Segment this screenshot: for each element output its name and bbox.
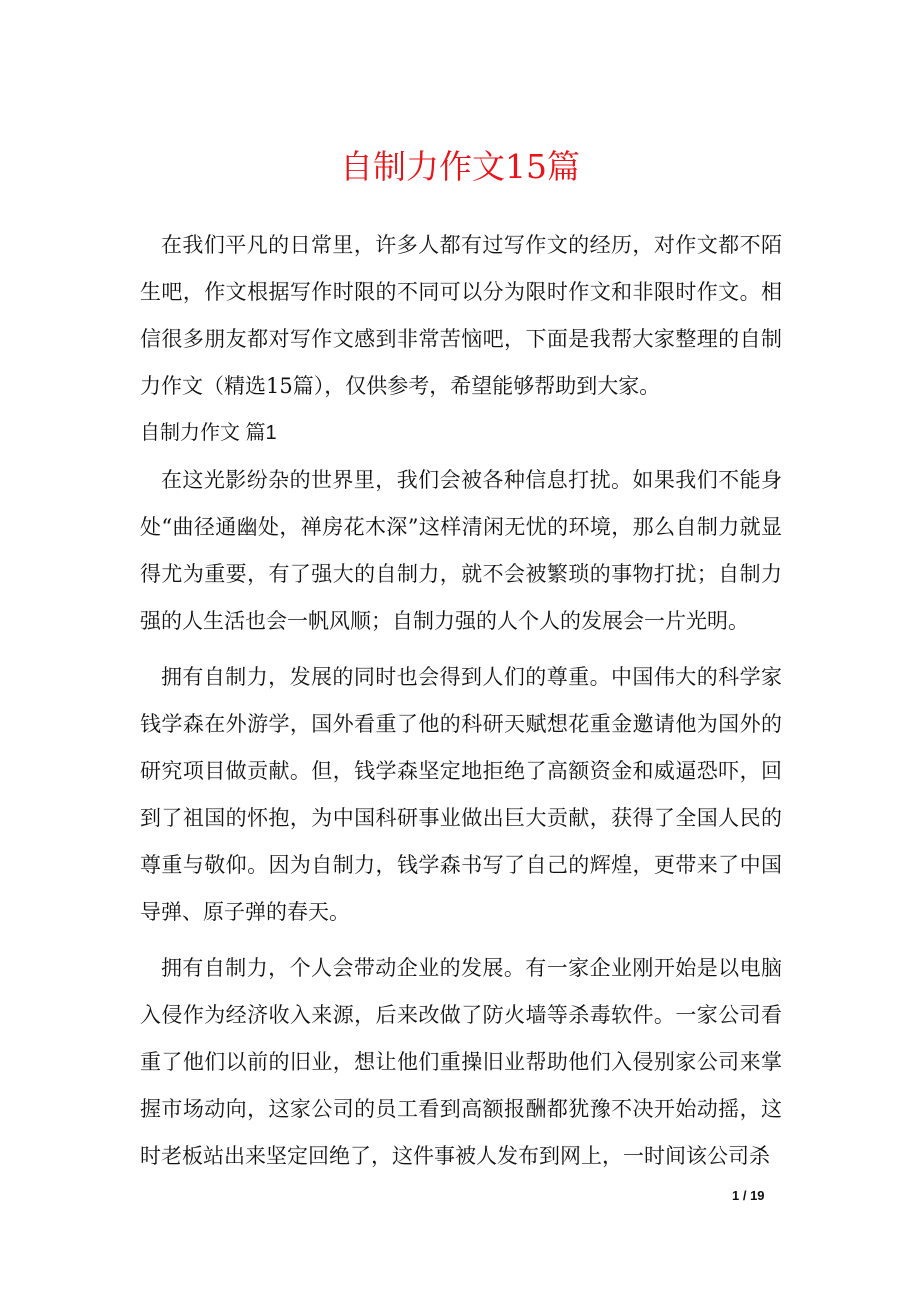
body-paragraph-2: 拥有自制力，发展的同时也会得到人们的尊重。中国伟大的科学家钱学森在外游学，国外看重了他的科研天赋想花重金邀请他为国外的研究项目做贡献。但，钱学森坚定地拒绝了高额资金和威逼恐吓，回到了祖国的怀抱，为中国科研事业做出巨大贡献，获得了全国人民的尊重与敬仰。因为自制力，钱学森书写了自己的辉煌，更带来了中国导弹、原子弹的春天。 [140,665,782,924]
page-number: 1 / 19 [732,1188,765,1203]
section-heading: 自制力作文 篇1 [140,422,277,444]
body-paragraph-3: 拥有自制力，个人会带动企业的发展。有一家企业刚开始是以电脑入侵作为经济收入来源，后来改做了防火墙等杀毒软件。一家公司看重了他们以前的旧业，想让他们重操旧业帮助他们入侵别家公司来掌握市场动向，这家公司的员工看到高额报酬都犹豫不决开始动摇，这时老板站出来坚定回绝了，这件事被人发布到网上，一时间该公司杀 [140,956,782,1168]
document-title: 自制力作文15篇 [340,147,580,186]
body-paragraph-1: 在这光影纷杂的世界里，我们会被各种信息打扰。如果我们不能身处“曲径通幽处，禅房花木深”这样清闲无忧的环境，那么自制力就显得尤为重要，有了强大的自制力，就不会被繁琐的事物打扰；自制力强的人生活也会一帆风顺；自制力强的人个人的发展会一片光明。 [140,468,782,633]
intro-paragraph: 在我们平凡的日常里，许多人都有过写作文的经历，对作文都不陌生吧，作文根据写作时限的不同可以分为限时作文和非限时作文。相信很多朋友都对写作文感到非常苦恼吧，下面是我帮大家整理的自制力作文（精选15篇），仅供参考，希望能够帮助到大家。 [140,233,782,398]
document-body [140,222,782,1180]
